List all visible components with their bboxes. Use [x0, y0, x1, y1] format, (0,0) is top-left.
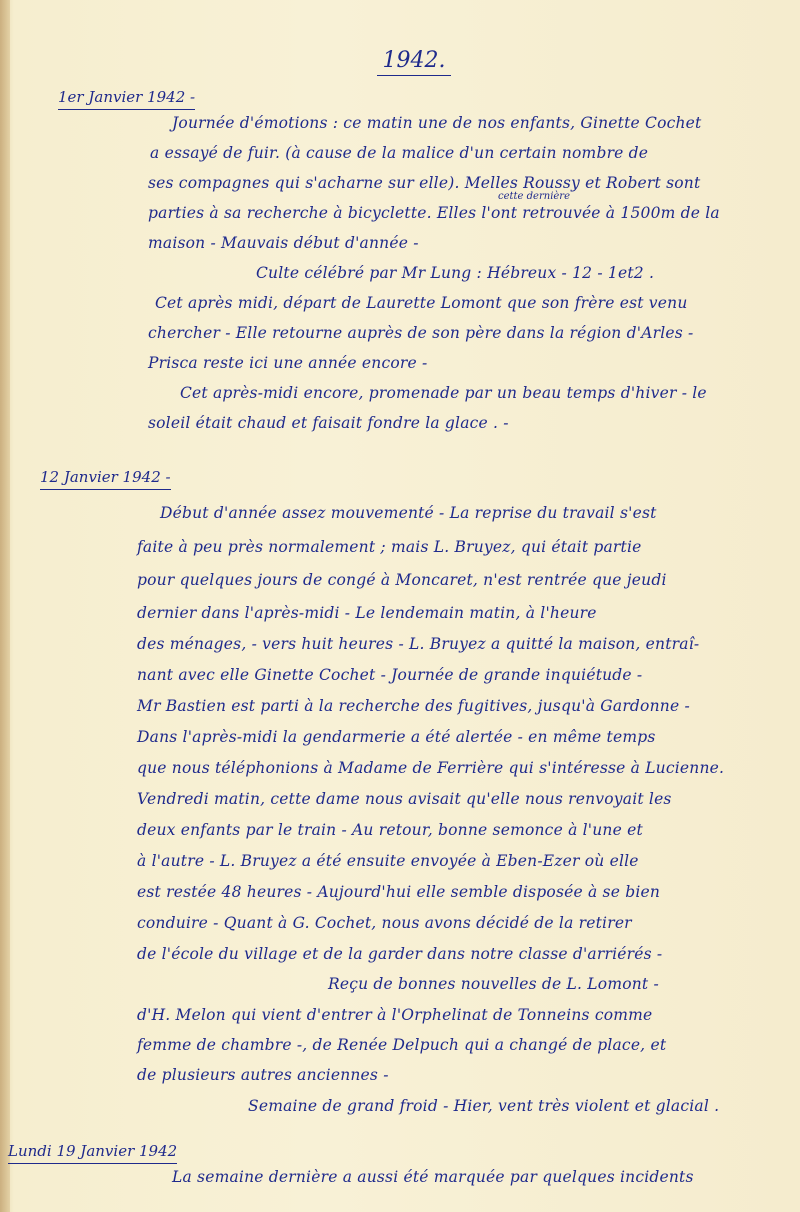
entry-date-1: 1er Janvier 1942 -: [58, 88, 195, 110]
entry-1-line: ses compagnes qui s'acharne sur elle). Melles Roussy et Robert sont: [148, 174, 701, 192]
entry-2-line: conduire - Quant à G. Cochet, nous avons décidé de la retirer: [137, 914, 632, 932]
entry-2-line: Début d'année assez mouvementé - La reprise du travail s'est: [160, 504, 657, 522]
entry-2-line: que nous téléphonions à Madame de Ferrière qui s'intéresse à Lucienne.: [137, 759, 725, 777]
entry-2-line: Dans l'après-midi la gendarmerie a été alertée - en même temps: [137, 728, 656, 746]
entry-1-line: parties à sa recherche à bicyclette. Elles l'ont retrouvée à 1500m de la: [148, 204, 720, 222]
entry-2-line: deux enfants par le train - Au retour, bonne semonce à l'une et: [137, 821, 643, 839]
year-heading: [0, 48, 800, 76]
entry-1-line: maison - Mauvais début d'année -: [148, 234, 419, 252]
entry-2-line: de plusieurs autres anciennes -: [137, 1066, 389, 1084]
entry-1-line: Culte célébré par Mr Lung : Hébreux - 12 - 1et2 .: [256, 264, 655, 282]
entry-1-line: Prisca reste ici une année encore -: [148, 354, 428, 372]
entry-2-line: de l'école du village et de la garder dans notre classe d'arriérés -: [137, 945, 663, 963]
entry-1-line: Journée d'émotions : ce matin une de nos enfants, Ginette Cochet: [172, 114, 702, 132]
entry-2-line: pour quelques jours de congé à Moncaret, n'est rentrée que jeudi: [137, 571, 667, 589]
entry-2-line: Semaine de grand froid - Hier, vent très violent et glacial .: [248, 1097, 720, 1115]
entry-1-line: a essayé de fuir. (à cause de la malice d'un certain nombre de: [150, 144, 649, 162]
entry-3-line: La semaine dernière a aussi été marquée par quelques incidents: [172, 1168, 694, 1186]
entry-2-line: est restée 48 heures - Aujourd'hui elle semble disposée à se bien: [137, 883, 661, 901]
entry-date-2: 12 Janvier 1942 -: [40, 468, 171, 490]
entry-2-line: nant avec elle Ginette Cochet - Journée de grande inquiétude -: [137, 666, 643, 684]
entry-2-line: Vendredi matin, cette dame nous avisait qu'elle nous renvoyait les: [137, 790, 672, 808]
entry-1-line: Cet après-midi encore, promenade par un beau temps d'hiver - le: [180, 384, 707, 402]
entry-2-line: femme de chambre -, de Renée Delpuch qui a changé de place, et: [137, 1036, 667, 1054]
entry-1-line: chercher - Elle retourne auprès de son père dans la région d'Arles -: [148, 324, 694, 342]
page-binding-edge: [0, 0, 10, 1212]
entry-2-line: d'H. Melon qui vient d'entrer à l'Orphelinat de Tonneins comme: [137, 1006, 653, 1024]
entry-2-line: dernier dans l'après-midi - Le lendemain matin, à l'heure: [137, 604, 597, 622]
entry-date-3: Lundi 19 Janvier 1942: [8, 1142, 177, 1164]
entry-2-line: Reçu de bonnes nouvelles de L. Lomont -: [328, 975, 659, 993]
entry-2-line: Mr Bastien est parti à la recherche des fugitives, jusqu'à Gardonne -: [137, 697, 690, 715]
entry-1-line: Cet après midi, départ de Laurette Lomont que son frère est venu: [155, 294, 688, 312]
entry-1-interlinear-note: cette dernière: [498, 191, 571, 202]
entry-2-line: des ménages, - vers huit heures - L. Bruyez a quitté la maison, entraî-: [137, 635, 700, 653]
entry-1-line: soleil était chaud et faisait fondre la glace . -: [148, 414, 509, 432]
year-heading-text: 1942.: [377, 48, 452, 76]
entry-2-line: à l'autre - L. Bruyez a été ensuite envoyée à Eben-Ezer où elle: [137, 852, 639, 870]
entry-2-line: faite à peu près normalement ; mais L. Bruyez, qui était partie: [137, 538, 642, 556]
